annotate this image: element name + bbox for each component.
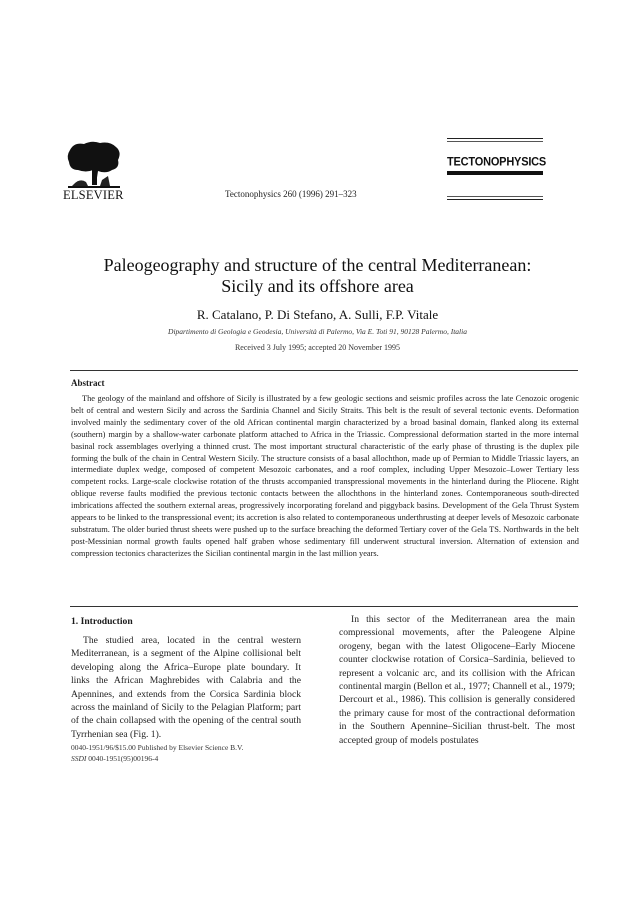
title-line-1: Paleogeography and structure of the central Mediterranean: <box>103 255 532 275</box>
copyright-line: 0040-1951/96/$15.00 Published by Elsevier Science B.V. <box>71 743 244 752</box>
abstract-heading: Abstract <box>71 378 105 388</box>
journal-citation: Tectonophysics 260 (1996) 291–323 <box>225 189 357 199</box>
ssdi-label: SSDI <box>71 754 87 763</box>
divider <box>70 606 578 607</box>
masthead-rule <box>447 141 543 142</box>
journal-name: TECTONOPHYSICS <box>447 155 547 169</box>
body-text-left-column: The studied area, located in the central western Mediterranean, is a segment of the Alpine collisional belt developing along the Africa–Europe plate boundary. It links the African Maghrebides with Calabria and the Apennines, and extends from the Corsica Sardinia block across the mainland of Sicily to the Pelagian Platform; part of the chain collapsed with the opening of the central south Tyrrhenian sea (Fig. 1). <box>71 635 301 740</box>
article-title <box>0 255 635 297</box>
affiliation: Dipartimento di Geologia e Geodesia, Università di Palermo, Via E. Toti 91, 90128 Palermo, Italia <box>168 327 467 336</box>
ssdi-line <box>71 753 243 764</box>
authors: R. Catalano, P. Di Stefano, A. Sulli, F.P. Vitale <box>196 307 439 322</box>
journal-masthead <box>447 138 547 175</box>
ssdi-value: 0040-1951(95)00196-4 <box>88 754 159 763</box>
publisher-name: ELSEVIER <box>63 188 124 202</box>
title-line-2: Sicily and its offshore area <box>221 276 414 296</box>
received-date: Received 3 July 1995; accepted 20 November 1995 <box>234 343 401 352</box>
divider <box>70 370 578 371</box>
section-heading-introduction: 1. Introduction <box>71 616 133 627</box>
footnote <box>71 742 243 764</box>
masthead-bottom-rule <box>447 196 543 202</box>
abstract-text: The geology of the mainland and offshore of Sicily is illustrated by a few geologic sections and seismic profiles across the late Cenozoic orogenic belt of central and western Sicily and across the Sardinia Channel and Sicily Straits. This belt is the result of several tectonic events. Deformation involved mainly the sedimentary cover of the old African continental margin characterized by a broad basinal domain, flanked along its external (southern) margin by a shallow-water carbonate platform attached to Africa in the Triassic. Compressional deformation started in the more internal basinal rock assemblages overlying a thinned crust. The most important structural characteristic of the early phase of thrusting is the duplex pile forming the bulk of the chain in Central Western Sicily. The structure consists of a basal allochthon, made up of Permian to Middle Triassic layers, an intermediate duplex wedge, composed of competent Mesozoic carbonates, and a roof complex, including Upper Mesozoic–Lower Tertiary less competent rocks. Large-scale clockwise rotation of the thrusts accompanied transpressional movements in the hinterland during the Pliocene. Right oblique reverse faults modified the previous tectonic contacts between the allochthons in the hinterland zones. Contemporaneous south-directed imbrications affected the southern external areas, progressively incorporating foreland and piggyback basins. Development of the Gela Thrust System appears to be linked to the transpressional event; its accretion is also related to contemporaneous underthrusting at deeper levels of Mesozoic carbonate substratum. The older buried thrust sheets were pushed up to the surface breaching the deformed Tertiary cover of the Gela TS. Northwards in the belt post-Messinian normal growth faults opened half graben whose sedimentary fill underwent structural inversion. Alternation of extension and compression tectonics characterizes the Sicilian continental margin in the last million years. <box>71 394 579 558</box>
body-text-right-column: In this sector of the Mediterranean area the main compressional movements, after the Paleogene Alpine orogeny, began with the latest Oligocene–Early Miocene counter clockwise rotation of Corsica–Sardinia, believed to represent a volcanic arc, and its collision with the African continental margin (Bellon et al., 1977; Channell et al., 1979; Dercourt et al., 1986). This collision is generally considered the primary cause for most of the contractional deformation in the Southern Apennine–Sicilian thrust-belt. The most accepted group of models postulates <box>339 614 575 746</box>
masthead-rule <box>447 196 543 197</box>
masthead-rule <box>447 199 543 200</box>
masthead-bar <box>447 171 543 175</box>
masthead-rule <box>447 138 543 139</box>
